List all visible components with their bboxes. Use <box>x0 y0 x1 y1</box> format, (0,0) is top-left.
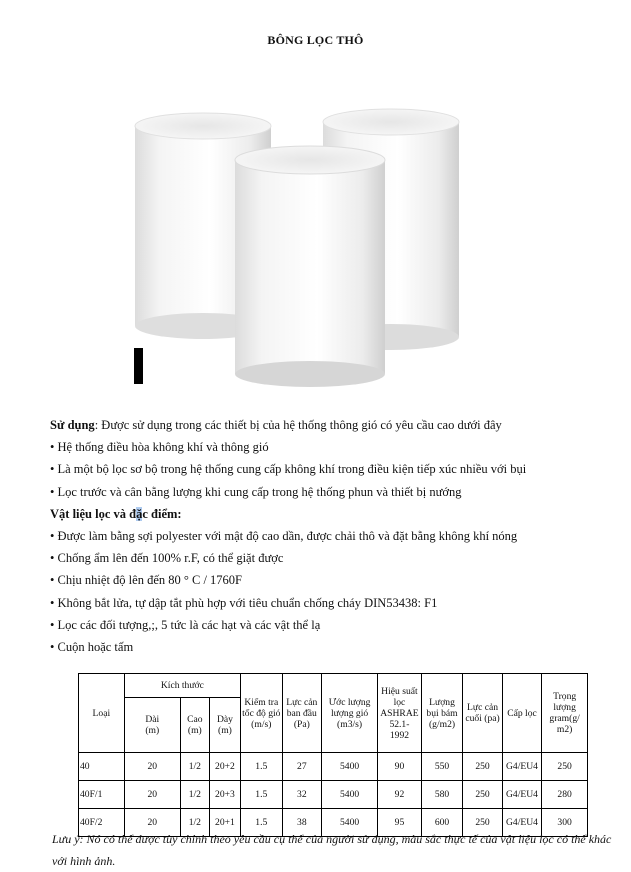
table-cell: 1.5 <box>241 753 283 781</box>
header-dust: Lượng bụi bám (g/m2) <box>421 674 463 753</box>
table-cell: G4/EU4 <box>502 809 541 837</box>
table-cell: 40 <box>79 753 125 781</box>
table-cell: 250 <box>463 781 502 809</box>
table-cell: 20+2 <box>209 753 240 781</box>
material-heading <box>50 503 610 525</box>
usage-item: • Là một bộ lọc sơ bộ trong hệ thống cung cấp không khí trong điều kiện tiếp xúc nhiều với bụi <box>50 462 527 477</box>
usage-text: : Được sử dụng trong các thiết bị của hệ thống thông gió có yêu cầu cao dưới đây <box>94 418 502 432</box>
table-cell: 20+3 <box>209 781 240 809</box>
table-cell: 20 <box>124 753 180 781</box>
table-cell: 250 <box>463 753 502 781</box>
note-text: Lưu ý: Nó có thể được tùy chỉnh theo yêu cầu cụ thể của người sử dụng, màu sắc thực tế của vật liệu lọc có thể khác với hình ảnh. <box>52 832 612 868</box>
header-height: Cao (m) <box>180 698 209 753</box>
table-cell: 1/2 <box>180 809 209 837</box>
usage-label: Sử dụng <box>50 418 95 432</box>
table-row <box>79 781 588 809</box>
header-len: Dài (m) <box>124 698 180 753</box>
table-cell: 250 <box>542 753 588 781</box>
usage-item: • Lọc trước và cân bằng lượng khi cung cấp trong hệ thống phun và thiết bị nướng <box>50 484 462 499</box>
table-cell: 5400 <box>322 809 378 837</box>
usage-item: • Hệ thống điều hòa không khí và thông gió <box>50 440 269 455</box>
table-cell: 20 <box>124 781 180 809</box>
material-item: • Lọc các đối tượng,;, 5 tức là các hạt và các vật thể lạ <box>50 617 321 632</box>
material-item: • Chống ẩm lên đến 100% r.F, có thể giặt được <box>50 551 284 566</box>
table-cell: 38 <box>282 809 321 837</box>
material-heading-part: Vật liệu lọc và đ <box>50 506 137 521</box>
header-eff: Hiệu suất lọc ASHRAE 52.1- 1992 <box>378 674 422 753</box>
header-final-res: Lực cản cuối (pa) <box>463 674 502 753</box>
table-cell: 1/2 <box>180 753 209 781</box>
material-item: • Không bắt lửa, tự dập tắt phù hợp với tiêu chuẩn chống cháy DIN53438: F1 <box>50 595 438 610</box>
header-init-res: Lực cản ban đầu (Pa) <box>282 674 321 753</box>
usage-line <box>50 414 610 436</box>
table-cell: 90 <box>378 753 422 781</box>
header-thick: Dày (m) <box>209 698 240 753</box>
table-cell: 1.5 <box>241 809 283 837</box>
header-weight: Trọng lượng gram(g/ m2) <box>542 674 588 753</box>
filter-rolls-photo <box>133 100 463 390</box>
content-text <box>50 414 610 658</box>
material-item: • Được làm bằng sợi polyester với mật độ cao dần, được chải thô và đặt bằng không khí nóng <box>50 529 518 544</box>
roll-front <box>235 146 385 387</box>
material-item: • Cuộn hoặc tấm <box>50 640 134 655</box>
table-cell: 92 <box>378 781 422 809</box>
table-cell: 20+1 <box>209 809 240 837</box>
table-cell: 27 <box>282 753 321 781</box>
table-cell: 5400 <box>322 753 378 781</box>
table-cell: 5400 <box>322 781 378 809</box>
table-cell: 300 <box>542 809 588 837</box>
material-item: • Chịu nhiệt độ lên đến 80 ° C / 1760F <box>50 573 243 588</box>
table-cell: 40F/1 <box>79 781 125 809</box>
table-cell: 40F/2 <box>79 809 125 837</box>
table-cell: 550 <box>421 753 463 781</box>
header-class: Cấp lọc <box>502 674 541 753</box>
table-cell: 1/2 <box>180 781 209 809</box>
marker-bar <box>134 348 143 384</box>
header-type: Loại <box>79 674 125 753</box>
table-cell: G4/EU4 <box>502 753 541 781</box>
table-cell: 280 <box>542 781 588 809</box>
table-cell: 250 <box>463 809 502 837</box>
spec-table <box>78 673 588 837</box>
table-cell: 20 <box>124 809 180 837</box>
page-title: BÔNG LỌC THÔ <box>267 33 364 47</box>
table-cell: 95 <box>378 809 422 837</box>
table-cell: G4/EU4 <box>502 781 541 809</box>
material-heading-part: c điểm: <box>142 506 182 521</box>
selected-text: ặ <box>136 506 143 521</box>
table-cell: 1.5 <box>241 781 283 809</box>
table-row <box>79 753 588 781</box>
header-size: Kích thước <box>124 674 240 698</box>
header-airflow: Ước lượng lượng gió (m3/s) <box>322 674 378 753</box>
table-cell: 600 <box>421 809 463 837</box>
table-cell: 580 <box>421 781 463 809</box>
table-cell: 32 <box>282 781 321 809</box>
header-speed: Kiểm tra tốc độ gió (m/s) <box>241 674 283 753</box>
